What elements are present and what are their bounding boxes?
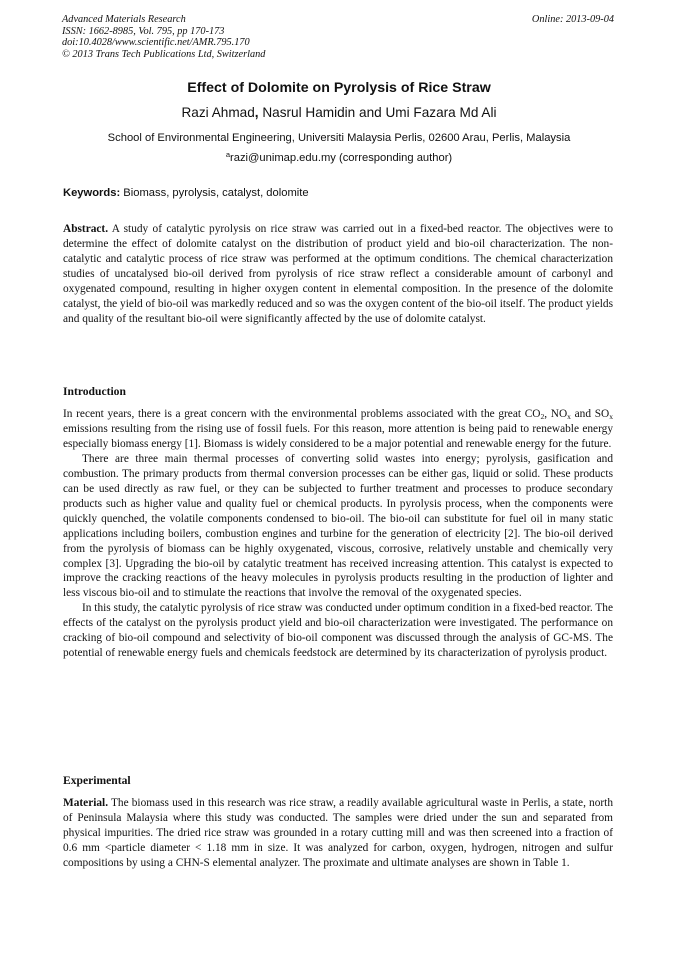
- author-separator: ,: [254, 105, 259, 120]
- intro-p1-text-c: and SO: [570, 408, 610, 420]
- abstract-section: [63, 222, 613, 327]
- journal-name: Advanced Materials Research: [62, 14, 186, 25]
- doi-line: doi:10.4028/www.scientific.net/AMR.795.170: [62, 37, 250, 49]
- other-authors: Nasrul Hamidin and Umi Fazara Md Ali: [258, 105, 497, 120]
- abstract-label: Abstract.: [63, 223, 109, 235]
- material-label: Material.: [63, 797, 109, 809]
- nox-subscript: x: [567, 412, 571, 421]
- keywords-label: Keywords:: [63, 187, 121, 199]
- co2-subscript: 2: [540, 412, 545, 421]
- material-paragraph: [63, 796, 613, 871]
- experimental-section: [63, 796, 613, 871]
- introduction-section: [63, 407, 613, 661]
- abstract-paragraph: [63, 222, 613, 327]
- intro-p1-text-d: emissions resulting from the rising use of fossil fuels. For this reason, more attention is being paid to renewable energy especially biomass energy [1]. Biomass is widely considered to be a major potential and renewable energy for the future.: [63, 422, 613, 450]
- paper-title: Effect of Dolomite on Pyrolysis of Rice Straw: [187, 80, 491, 96]
- corresponding-email: [0, 150, 678, 164]
- author-list: [0, 105, 678, 120]
- intro-paragraph-2: There are three main thermal processes of converting solid wastes into energy; pyrolysis, gasification and combustion. The primary products from thermal conversion processes can be either gas, liquid or solid. These products can be used directly as raw fuel, or they can be subjected to further treatment and processes to produce secondary products such as higher value and quality fuel or chemical products. In pyrolysis process, when the components were quickly quenched, the volatile components condensed to bio-oil. The bio-oil can substitute for fuel oil in many static applications including boilers, combustion engines and turbine for the generation of electricity [2]. The bio-oil derived from the pyrolysis of biomass can be highly oxygenated, viscous, corrosive, relatively unstable and chemically very complex [3]. Upgrading the bio-oil by catalytic treatment has received increasing attention. This catalyst is expected to improve the cracking reactions of the heavy molecules in pyrolysis products resulting in the production of lighter and less viscous bio-oil and to stimulate the reactions that involve the removal of the oxygenated species.: [63, 452, 613, 600]
- issn-line: ISSN: 1662-8985, Vol. 795, pp 170-173: [62, 25, 225, 37]
- introduction-heading: Introduction: [63, 385, 126, 398]
- intro-p1-text-a: In recent years, there is a great concern with the environmental problems associated with the great CO: [63, 408, 541, 420]
- experimental-heading: Experimental: [63, 774, 131, 787]
- first-author: Razi Ahmad: [181, 105, 255, 120]
- journal-header: [62, 14, 265, 60]
- intro-paragraph-3: In this study, the catalytic pyrolysis of rice straw was conducted under optimum condition in a fixed-bed reactor. The effects of the catalyst on the pyrolysis product yield and bio-oil characterization were investigated. The performance on cracking of bio-oil compound and selectivity of bio-oil component was discussed through the analysis of GC-MS. The potential of renewable energy fuels and chemicals feedstock are determined by its characterization of pyrolysis product.: [63, 602, 613, 660]
- material-text: The biomass used in this research was rice straw, a readily available agricultural waste in Perlis, a state, north of Peninsula Malaysia where this study was conducted. The samples were dried under the sun and separated from physical impurities. The dried rice straw was grounded in a rotary cutting mill and was then screened into a fraction of 0.6 mm <particle diameter < 1.18 mm in size. It was analyzed for carbon, oxygen, hydrogen, nitrogen and sulfur compositions by using a CHN-S elemental analyzer. The proximate and ultimate analyses are shown in Table 1.: [63, 797, 613, 869]
- abstract-text: A study of catalytic pyrolysis on rice straw was carried out in a fixed-bed reactor. The objectives were to determine the effect of dolomite catalyst on the distribution of product yield and bio-oil characterization. The non-catalytic and catalytic process of rice straw was performed at the optimum conditions. The chemical characterization studies of uncatalysed bio-oil derived from pyrolysis of rice straw reflect a considerable amount of carbonyl and oxygenated compound, resulting in higher oxygen content in elemental composition. In the presence of the dolomite catalyst, the yield of bio-oil was markedly reduced and so was the oxygen content of the bio-oil itself. The product yields and quality of the resultant bio-oil were significantly affected by the use of dolomite catalyst.: [63, 223, 613, 325]
- keywords-line: [63, 187, 309, 199]
- sox-subscript: x: [609, 412, 613, 421]
- affiliation: School of Environmental Engineering, Universiti Malaysia Perlis, 02600 Arau, Perlis, Malaysia: [107, 132, 571, 144]
- email-superscript: a: [225, 150, 230, 159]
- keywords-text: Biomass, pyrolysis, catalyst, dolomite: [120, 187, 309, 199]
- intro-paragraph-1: [63, 407, 613, 452]
- email-text: razi@unimap.edu.my (corresponding author): [230, 152, 453, 164]
- copyright-line: © 2013 Trans Tech Publications Ltd, Switzerland: [62, 48, 266, 60]
- online-date: Online: 2013-09-04: [531, 14, 614, 25]
- intro-p1-text-b: , NO: [544, 408, 568, 420]
